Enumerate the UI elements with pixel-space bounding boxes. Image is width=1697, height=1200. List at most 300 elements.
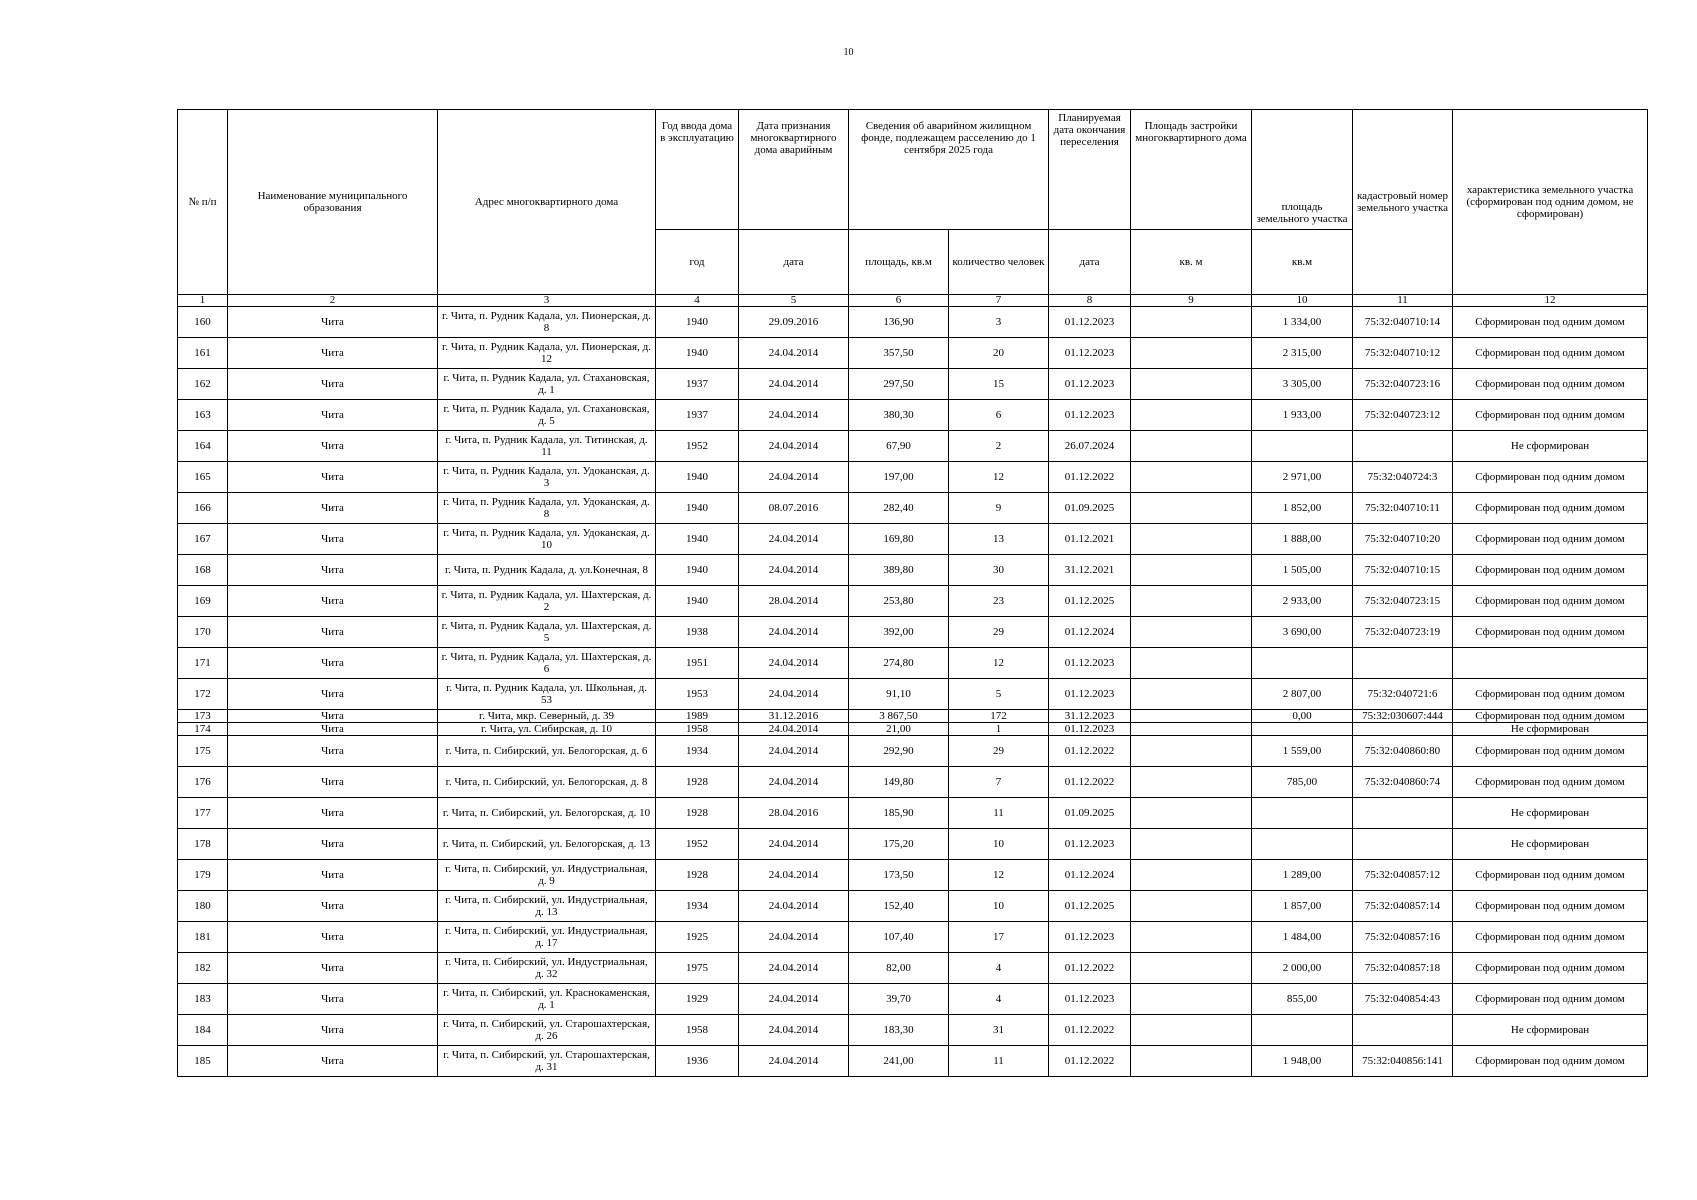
cell-planned-date: 01.12.2022 <box>1049 736 1131 767</box>
table-row <box>178 723 1648 736</box>
table-row <box>178 431 1648 462</box>
header-num: № п/п <box>178 110 228 295</box>
cell-num: 183 <box>178 984 228 1015</box>
cell-municipality: Чита <box>228 922 438 953</box>
cell-address: г. Чита, п. Рудник Кадала, ул. Пионерская, д. 12 <box>438 338 656 369</box>
subheader-date2: дата <box>1049 230 1131 295</box>
cell-building-area <box>1131 984 1252 1015</box>
cell-num: 179 <box>178 860 228 891</box>
cell-num: 181 <box>178 922 228 953</box>
cell-year: 1928 <box>656 798 739 829</box>
cell-year: 1951 <box>656 648 739 679</box>
cell-municipality: Чита <box>228 679 438 710</box>
cell-area: 297,50 <box>849 369 949 400</box>
cell-building-area <box>1131 648 1252 679</box>
cell-cadastral: 75:32:040856:141 <box>1353 1046 1453 1077</box>
cell-planned-date: 01.12.2023 <box>1049 338 1131 369</box>
cell-land-area: 1 948,00 <box>1252 1046 1353 1077</box>
cell-year: 1925 <box>656 922 739 953</box>
cell-year: 1940 <box>656 493 739 524</box>
cell-land-area: 2 807,00 <box>1252 679 1353 710</box>
page-number: 10 <box>843 47 854 58</box>
cell-land-area <box>1252 798 1353 829</box>
cell-area: 197,00 <box>849 462 949 493</box>
header-municipality: Наименование муниципального образования <box>228 110 438 295</box>
cell-year: 1940 <box>656 555 739 586</box>
cell-cadastral: 75:32:040860:80 <box>1353 736 1453 767</box>
cell-land-char: Сформирован под одним домом <box>1453 338 1648 369</box>
cell-land-area: 0,00 <box>1252 710 1353 723</box>
cell-address: г. Чита, п. Рудник Кадала, ул. Удоканская, д. 3 <box>438 462 656 493</box>
cell-address: г. Чита, п. Рудник Кадала, ул. Пионерская, д. 8 <box>438 307 656 338</box>
cell-num: 171 <box>178 648 228 679</box>
col-number: 3 <box>438 295 656 307</box>
table-row <box>178 984 1648 1015</box>
cell-planned-date: 01.12.2025 <box>1049 586 1131 617</box>
cell-area: 149,80 <box>849 767 949 798</box>
cell-people: 9 <box>949 493 1049 524</box>
subheader-kvm2: кв.м <box>1252 230 1353 295</box>
header-building-area: Площадь застройки многоквартирного дома <box>1131 110 1252 230</box>
cell-people: 13 <box>949 524 1049 555</box>
table-row <box>178 736 1648 767</box>
table-row <box>178 891 1648 922</box>
cell-date-recognized: 28.04.2014 <box>739 586 849 617</box>
cell-cadastral <box>1353 798 1453 829</box>
cell-date-recognized: 24.04.2014 <box>739 338 849 369</box>
cell-address: г. Чита, п. Сибирский, ул. Индустриальная, д. 32 <box>438 953 656 984</box>
cell-cadastral: 75:32:040710:14 <box>1353 307 1453 338</box>
cell-building-area <box>1131 829 1252 860</box>
cell-num: 170 <box>178 617 228 648</box>
cell-year: 1928 <box>656 767 739 798</box>
cell-date-recognized: 08.07.2016 <box>739 493 849 524</box>
cell-building-area <box>1131 431 1252 462</box>
cell-cadastral: 75:32:040860:74 <box>1353 767 1453 798</box>
cell-people: 11 <box>949 798 1049 829</box>
cell-address: г. Чита, п. Рудник Кадала, ул. Удоканская, д. 8 <box>438 493 656 524</box>
cell-num: 160 <box>178 307 228 338</box>
table-row <box>178 1015 1648 1046</box>
cell-cadastral: 75:32:040710:12 <box>1353 338 1453 369</box>
header-land-char: характеристика земельного участка (сформирован под одним домом, не сформирован) <box>1453 110 1648 295</box>
cell-municipality: Чита <box>228 555 438 586</box>
cell-num: 167 <box>178 524 228 555</box>
cell-area: 82,00 <box>849 953 949 984</box>
cell-area: 292,90 <box>849 736 949 767</box>
cell-area: 392,00 <box>849 617 949 648</box>
cell-building-area <box>1131 679 1252 710</box>
cell-date-recognized: 24.04.2014 <box>739 1046 849 1077</box>
cell-address: г. Чита, п. Рудник Кадала, ул. Шахтерская, д. 5 <box>438 617 656 648</box>
cell-land-char: Сформирован под одним домом <box>1453 860 1648 891</box>
cell-year: 1936 <box>656 1046 739 1077</box>
cell-land-area: 1 852,00 <box>1252 493 1353 524</box>
cell-area: 91,10 <box>849 679 949 710</box>
table-row <box>178 798 1648 829</box>
cell-planned-date: 01.12.2023 <box>1049 829 1131 860</box>
cell-land-char: Не сформирован <box>1453 431 1648 462</box>
cell-area: 357,50 <box>849 338 949 369</box>
cell-planned-date: 01.12.2023 <box>1049 400 1131 431</box>
subheader-year: год <box>656 230 739 295</box>
cell-land-char: Сформирован под одним домом <box>1453 767 1648 798</box>
cell-land-char: Сформирован под одним домом <box>1453 307 1648 338</box>
subheader-kvm: кв. м <box>1131 230 1252 295</box>
col-number: 11 <box>1353 295 1453 307</box>
cell-date-recognized: 24.04.2014 <box>739 369 849 400</box>
cell-municipality: Чита <box>228 648 438 679</box>
header-emergency-info: Сведения об аварийном жилищном фонде, подлежащем расселению до 1 сентября 2025 года <box>849 110 1049 230</box>
cell-municipality: Чита <box>228 953 438 984</box>
cell-building-area <box>1131 493 1252 524</box>
cell-land-area <box>1252 648 1353 679</box>
table-row <box>178 524 1648 555</box>
cell-cadastral: 75:32:030607:444 <box>1353 710 1453 723</box>
cell-people: 12 <box>949 648 1049 679</box>
cell-land-area: 1 857,00 <box>1252 891 1353 922</box>
cell-municipality: Чита <box>228 984 438 1015</box>
table-row <box>178 710 1648 723</box>
cell-cadastral: 75:32:040724:3 <box>1353 462 1453 493</box>
cell-year: 1952 <box>656 829 739 860</box>
cell-land-area <box>1252 723 1353 736</box>
table-row <box>178 953 1648 984</box>
cell-planned-date: 31.12.2023 <box>1049 710 1131 723</box>
cell-area: 67,90 <box>849 431 949 462</box>
cell-building-area <box>1131 462 1252 493</box>
cell-cadastral: 75:32:040721:6 <box>1353 679 1453 710</box>
header-date-recognized: Дата признания многоквартирного дома аварийным <box>739 110 849 230</box>
cell-date-recognized: 31.12.2016 <box>739 710 849 723</box>
cell-land-area: 2 000,00 <box>1252 953 1353 984</box>
header-land-area: площадь земельного участка <box>1252 110 1353 230</box>
cell-municipality: Чита <box>228 338 438 369</box>
cell-municipality: Чита <box>228 798 438 829</box>
table-row <box>178 829 1648 860</box>
cell-num: 185 <box>178 1046 228 1077</box>
cell-date-recognized: 29.09.2016 <box>739 307 849 338</box>
cell-building-area <box>1131 555 1252 586</box>
cell-area: 175,20 <box>849 829 949 860</box>
cell-planned-date: 01.12.2025 <box>1049 891 1131 922</box>
cell-planned-date: 01.12.2023 <box>1049 679 1131 710</box>
cell-address: г. Чита, п. Сибирский, ул. Белогорская, д. 8 <box>438 767 656 798</box>
cell-num: 168 <box>178 555 228 586</box>
cell-num: 169 <box>178 586 228 617</box>
cell-area: 241,00 <box>849 1046 949 1077</box>
cell-land-area: 2 971,00 <box>1252 462 1353 493</box>
cell-planned-date: 01.12.2024 <box>1049 860 1131 891</box>
cell-building-area <box>1131 710 1252 723</box>
cell-land-area <box>1252 829 1353 860</box>
cell-year: 1958 <box>656 1015 739 1046</box>
cell-land-char <box>1453 648 1648 679</box>
header-cadastral: кадастровый номер земельного участка <box>1353 110 1453 295</box>
cell-building-area <box>1131 1046 1252 1077</box>
cell-people: 29 <box>949 617 1049 648</box>
cell-land-char: Сформирован под одним домом <box>1453 1046 1648 1077</box>
cell-cadastral: 75:32:040723:12 <box>1353 400 1453 431</box>
cell-date-recognized: 24.04.2014 <box>739 524 849 555</box>
cell-planned-date: 01.12.2023 <box>1049 723 1131 736</box>
cell-municipality: Чита <box>228 307 438 338</box>
table-row <box>178 679 1648 710</box>
cell-municipality: Чита <box>228 891 438 922</box>
cell-land-char: Не сформирован <box>1453 798 1648 829</box>
cell-area: 152,40 <box>849 891 949 922</box>
cell-people: 15 <box>949 369 1049 400</box>
cell-people: 6 <box>949 400 1049 431</box>
cell-area: 173,50 <box>849 860 949 891</box>
cell-address: г. Чита, п. Рудник Кадала, ул. Шахтерская, д. 6 <box>438 648 656 679</box>
cell-municipality: Чита <box>228 524 438 555</box>
cell-land-area: 1 334,00 <box>1252 307 1353 338</box>
cell-land-char: Сформирован под одним домом <box>1453 586 1648 617</box>
cell-date-recognized: 28.04.2016 <box>739 798 849 829</box>
cell-land-area <box>1252 1015 1353 1046</box>
cell-planned-date: 26.07.2024 <box>1049 431 1131 462</box>
cell-year: 1940 <box>656 462 739 493</box>
cell-building-area <box>1131 860 1252 891</box>
cell-area: 21,00 <box>849 723 949 736</box>
cell-cadastral: 75:32:040710:20 <box>1353 524 1453 555</box>
cell-building-area <box>1131 767 1252 798</box>
table-row <box>178 400 1648 431</box>
col-number: 2 <box>228 295 438 307</box>
cell-num: 163 <box>178 400 228 431</box>
cell-land-char: Сформирован под одним домом <box>1453 493 1648 524</box>
cell-land-char: Сформирован под одним домом <box>1453 984 1648 1015</box>
cell-year: 1989 <box>656 710 739 723</box>
cell-people: 10 <box>949 891 1049 922</box>
cell-year: 1940 <box>656 307 739 338</box>
cell-building-area <box>1131 369 1252 400</box>
cell-cadastral: 75:32:040857:12 <box>1353 860 1453 891</box>
cell-planned-date: 01.12.2022 <box>1049 767 1131 798</box>
cell-date-recognized: 24.04.2014 <box>739 723 849 736</box>
table-row <box>178 307 1648 338</box>
cell-planned-date: 01.12.2024 <box>1049 617 1131 648</box>
cell-num: 172 <box>178 679 228 710</box>
cell-planned-date: 01.12.2022 <box>1049 1015 1131 1046</box>
cell-land-char: Сформирован под одним домом <box>1453 736 1648 767</box>
cell-cadastral <box>1353 431 1453 462</box>
cell-area: 169,80 <box>849 524 949 555</box>
cell-building-area <box>1131 524 1252 555</box>
cell-municipality: Чита <box>228 369 438 400</box>
cell-address: г. Чита, п. Рудник Кадала, д. ул.Конечная, 8 <box>438 555 656 586</box>
cell-year: 1938 <box>656 617 739 648</box>
cell-land-area: 1 289,00 <box>1252 860 1353 891</box>
cell-municipality: Чита <box>228 431 438 462</box>
cell-people: 29 <box>949 736 1049 767</box>
cell-address: г. Чита, п. Сибирский, ул. Индустриальная, д. 17 <box>438 922 656 953</box>
header-year-in: Год ввода дома в эксплуатацию <box>656 110 739 230</box>
cell-land-char: Сформирован под одним домом <box>1453 462 1648 493</box>
cell-year: 1940 <box>656 524 739 555</box>
cell-land-area: 3 690,00 <box>1252 617 1353 648</box>
cell-people: 12 <box>949 462 1049 493</box>
cell-date-recognized: 24.04.2014 <box>739 922 849 953</box>
cell-date-recognized: 24.04.2014 <box>739 1015 849 1046</box>
cell-people: 172 <box>949 710 1049 723</box>
cell-area: 39,70 <box>849 984 949 1015</box>
cell-people: 17 <box>949 922 1049 953</box>
cell-planned-date: 01.12.2022 <box>1049 953 1131 984</box>
cell-land-char: Не сформирован <box>1453 723 1648 736</box>
cell-num: 184 <box>178 1015 228 1046</box>
cell-municipality: Чита <box>228 1015 438 1046</box>
cell-year: 1929 <box>656 984 739 1015</box>
cell-municipality: Чита <box>228 860 438 891</box>
cell-planned-date: 01.12.2023 <box>1049 984 1131 1015</box>
cell-num: 162 <box>178 369 228 400</box>
cell-num: 174 <box>178 723 228 736</box>
cell-year: 1937 <box>656 369 739 400</box>
cell-date-recognized: 24.04.2014 <box>739 431 849 462</box>
table-row <box>178 369 1648 400</box>
cell-people: 4 <box>949 984 1049 1015</box>
cell-area: 380,30 <box>849 400 949 431</box>
col-number: 8 <box>1049 295 1131 307</box>
cell-people: 30 <box>949 555 1049 586</box>
cell-area: 185,90 <box>849 798 949 829</box>
cell-land-char: Сформирован под одним домом <box>1453 922 1648 953</box>
cell-land-area: 1 888,00 <box>1252 524 1353 555</box>
cell-num: 176 <box>178 767 228 798</box>
cell-year: 1937 <box>656 400 739 431</box>
cell-cadastral: 75:32:040723:16 <box>1353 369 1453 400</box>
cell-land-char: Сформирован под одним домом <box>1453 679 1648 710</box>
cell-people: 5 <box>949 679 1049 710</box>
cell-cadastral: 75:32:040857:14 <box>1353 891 1453 922</box>
cell-people: 4 <box>949 953 1049 984</box>
cell-land-area <box>1252 431 1353 462</box>
cell-address: г. Чита, п. Сибирский, ул. Старошахтерская, д. 26 <box>438 1015 656 1046</box>
cell-date-recognized: 24.04.2014 <box>739 953 849 984</box>
subheader-people: количество человек <box>949 230 1049 295</box>
table-row <box>178 767 1648 798</box>
cell-address: г. Чита, п. Сибирский, ул. Белогорская, д. 10 <box>438 798 656 829</box>
col-number: 1 <box>178 295 228 307</box>
cell-num: 173 <box>178 710 228 723</box>
cell-land-area: 855,00 <box>1252 984 1353 1015</box>
cell-building-area <box>1131 400 1252 431</box>
header-planned-date: Планируемая дата окончания переселения <box>1049 110 1131 230</box>
cell-land-area: 1 933,00 <box>1252 400 1353 431</box>
col-number: 5 <box>739 295 849 307</box>
cell-land-char: Сформирован под одним домом <box>1453 400 1648 431</box>
cell-planned-date: 01.09.2025 <box>1049 493 1131 524</box>
cell-num: 180 <box>178 891 228 922</box>
cell-cadastral: 75:32:040710:11 <box>1353 493 1453 524</box>
cell-planned-date: 01.12.2022 <box>1049 462 1131 493</box>
column-number-row <box>178 295 1648 307</box>
cell-planned-date: 31.12.2021 <box>1049 555 1131 586</box>
cell-cadastral: 75:32:040723:15 <box>1353 586 1453 617</box>
cell-building-area <box>1131 953 1252 984</box>
cell-land-area: 785,00 <box>1252 767 1353 798</box>
cell-area: 136,90 <box>849 307 949 338</box>
cell-municipality: Чита <box>228 723 438 736</box>
cell-building-area <box>1131 798 1252 829</box>
cell-date-recognized: 24.04.2014 <box>739 860 849 891</box>
cell-planned-date: 01.12.2022 <box>1049 1046 1131 1077</box>
subheader-area: площадь, кв.м <box>849 230 949 295</box>
table-row <box>178 617 1648 648</box>
cell-address: г. Чита, п. Сибирский, ул. Индустриальная, д. 9 <box>438 860 656 891</box>
cell-date-recognized: 24.04.2014 <box>739 462 849 493</box>
cell-area: 389,80 <box>849 555 949 586</box>
cell-date-recognized: 24.04.2014 <box>739 829 849 860</box>
cell-land-area: 2 933,00 <box>1252 586 1353 617</box>
table-row <box>178 586 1648 617</box>
cell-address: г. Чита, мкр. Северный, д. 39 <box>438 710 656 723</box>
cell-municipality: Чита <box>228 617 438 648</box>
cell-land-area: 1 505,00 <box>1252 555 1353 586</box>
cell-address: г. Чита, п. Сибирский, ул. Индустриальная, д. 13 <box>438 891 656 922</box>
col-number: 4 <box>656 295 739 307</box>
cell-address: г. Чита, п. Сибирский, ул. Старошахтерская, д. 31 <box>438 1046 656 1077</box>
table-row <box>178 922 1648 953</box>
cell-planned-date: 01.09.2025 <box>1049 798 1131 829</box>
table-row <box>178 555 1648 586</box>
col-number: 6 <box>849 295 949 307</box>
cell-planned-date: 01.12.2023 <box>1049 307 1131 338</box>
cell-people: 1 <box>949 723 1049 736</box>
emergency-housing-table <box>177 109 1648 1077</box>
cell-year: 1953 <box>656 679 739 710</box>
cell-land-char: Сформирован под одним домом <box>1453 617 1648 648</box>
cell-building-area <box>1131 307 1252 338</box>
cell-address: г. Чита, п. Рудник Кадала, ул. Титинская, д. 11 <box>438 431 656 462</box>
cell-land-area: 1 559,00 <box>1252 736 1353 767</box>
cell-planned-date: 01.12.2023 <box>1049 922 1131 953</box>
cell-people: 23 <box>949 586 1049 617</box>
cell-date-recognized: 24.04.2014 <box>739 648 849 679</box>
cell-area: 107,40 <box>849 922 949 953</box>
cell-building-area <box>1131 338 1252 369</box>
cell-num: 175 <box>178 736 228 767</box>
col-number: 9 <box>1131 295 1252 307</box>
cell-date-recognized: 24.04.2014 <box>739 555 849 586</box>
cell-land-char: Сформирован под одним домом <box>1453 524 1648 555</box>
cell-land-char: Не сформирован <box>1453 829 1648 860</box>
cell-date-recognized: 24.04.2014 <box>739 400 849 431</box>
cell-date-recognized: 24.04.2014 <box>739 617 849 648</box>
cell-address: г. Чита, п. Рудник Кадала, ул. Шахтерская, д. 2 <box>438 586 656 617</box>
cell-year: 1928 <box>656 860 739 891</box>
cell-cadastral: 75:32:040710:15 <box>1353 555 1453 586</box>
cell-municipality: Чита <box>228 586 438 617</box>
cell-people: 11 <box>949 1046 1049 1077</box>
cell-year: 1940 <box>656 586 739 617</box>
cell-address: г. Чита, п. Сибирский, ул. Белогорская, д. 6 <box>438 736 656 767</box>
cell-building-area <box>1131 922 1252 953</box>
cell-num: 178 <box>178 829 228 860</box>
cell-planned-date: 01.12.2023 <box>1049 369 1131 400</box>
cell-year: 1934 <box>656 891 739 922</box>
cell-date-recognized: 24.04.2014 <box>739 679 849 710</box>
cell-year: 1952 <box>656 431 739 462</box>
col-number: 7 <box>949 295 1049 307</box>
cell-planned-date: 01.12.2021 <box>1049 524 1131 555</box>
cell-area: 253,80 <box>849 586 949 617</box>
cell-cadastral: 75:32:040723:19 <box>1353 617 1453 648</box>
cell-address: г. Чита, п. Рудник Кадала, ул. Стахановская, д. 5 <box>438 400 656 431</box>
cell-building-area <box>1131 891 1252 922</box>
